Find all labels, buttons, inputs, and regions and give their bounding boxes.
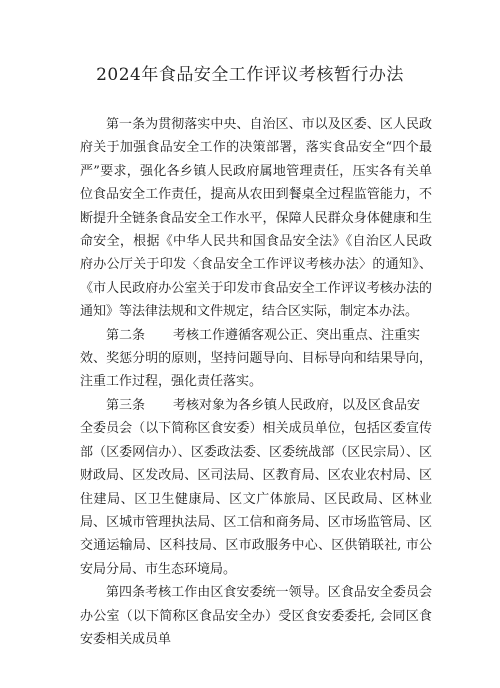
- article-4: 第四条考核工作由区食安委统一领导。区食品安全委员会办公室（以下简称区食品安全办）受区食安委委托, 会同区食安委相关成员单: [80, 585, 432, 647]
- document-body: [80, 113, 432, 651]
- article-2-label: 第二条: [106, 327, 146, 343]
- article-2-text-rest: 效、奖惩分明的原则，坚持问题导向、目标导向和结果导向，注重工作过程，强化责任落实。: [80, 351, 432, 390]
- article-3: [80, 394, 432, 581]
- article-1: 第一条为贯彻落实中央、自治区、市以及区委、区人民政府关于加强食品安全工作的决策部署，落实食品安全“四个最严”要求，强化各乡镇人民政府属地管理责任，压实各有关单位食品安全工作责任，提高从农田到餐桌全过程监管能力，不断提升全链条食品安全工作水平，保障人民群众身体健康和生命安全，根据《中华人民共和国食品安全法》《自治区人民政府办公厅关于印发〈食品安全工作评议考核办法〉的通知》、《市人民政府办公室关于印发市食品安全工作评议考核办法的通知》等法律法规和文件规定，结合区实际，制定本办法。: [80, 117, 432, 320]
- article-3-text-first: 考核对象为各乡镇人民政府，以及区食品安: [173, 397, 421, 413]
- article-3-label: 第三条: [106, 397, 146, 413]
- article-3-text-rest: 全委员会（以下简称区食安委）相关成员单位，包括区委宣传部（区委网信办）、区委政法委、区委统战部（区民宗局）、区财政局、区发改局、区司法局、区教育局、区农业农村局、区住建局、区卫生健康局、区文广体旅局、区民政局、区林业局、区城市管理执法局、区工信和商务局、区市场监管局、区交通运输局、区科技局、区市政服务中心、区供销联社, 市公安局分局、市生态环境局。: [80, 421, 432, 577]
- article-2: [80, 324, 432, 394]
- article-2-text-first: 考核工作遵循客观公正、突出重点、注重实: [173, 327, 421, 343]
- document-title: 2024年食品安全工作评议考核暂行办法: [96, 65, 404, 85]
